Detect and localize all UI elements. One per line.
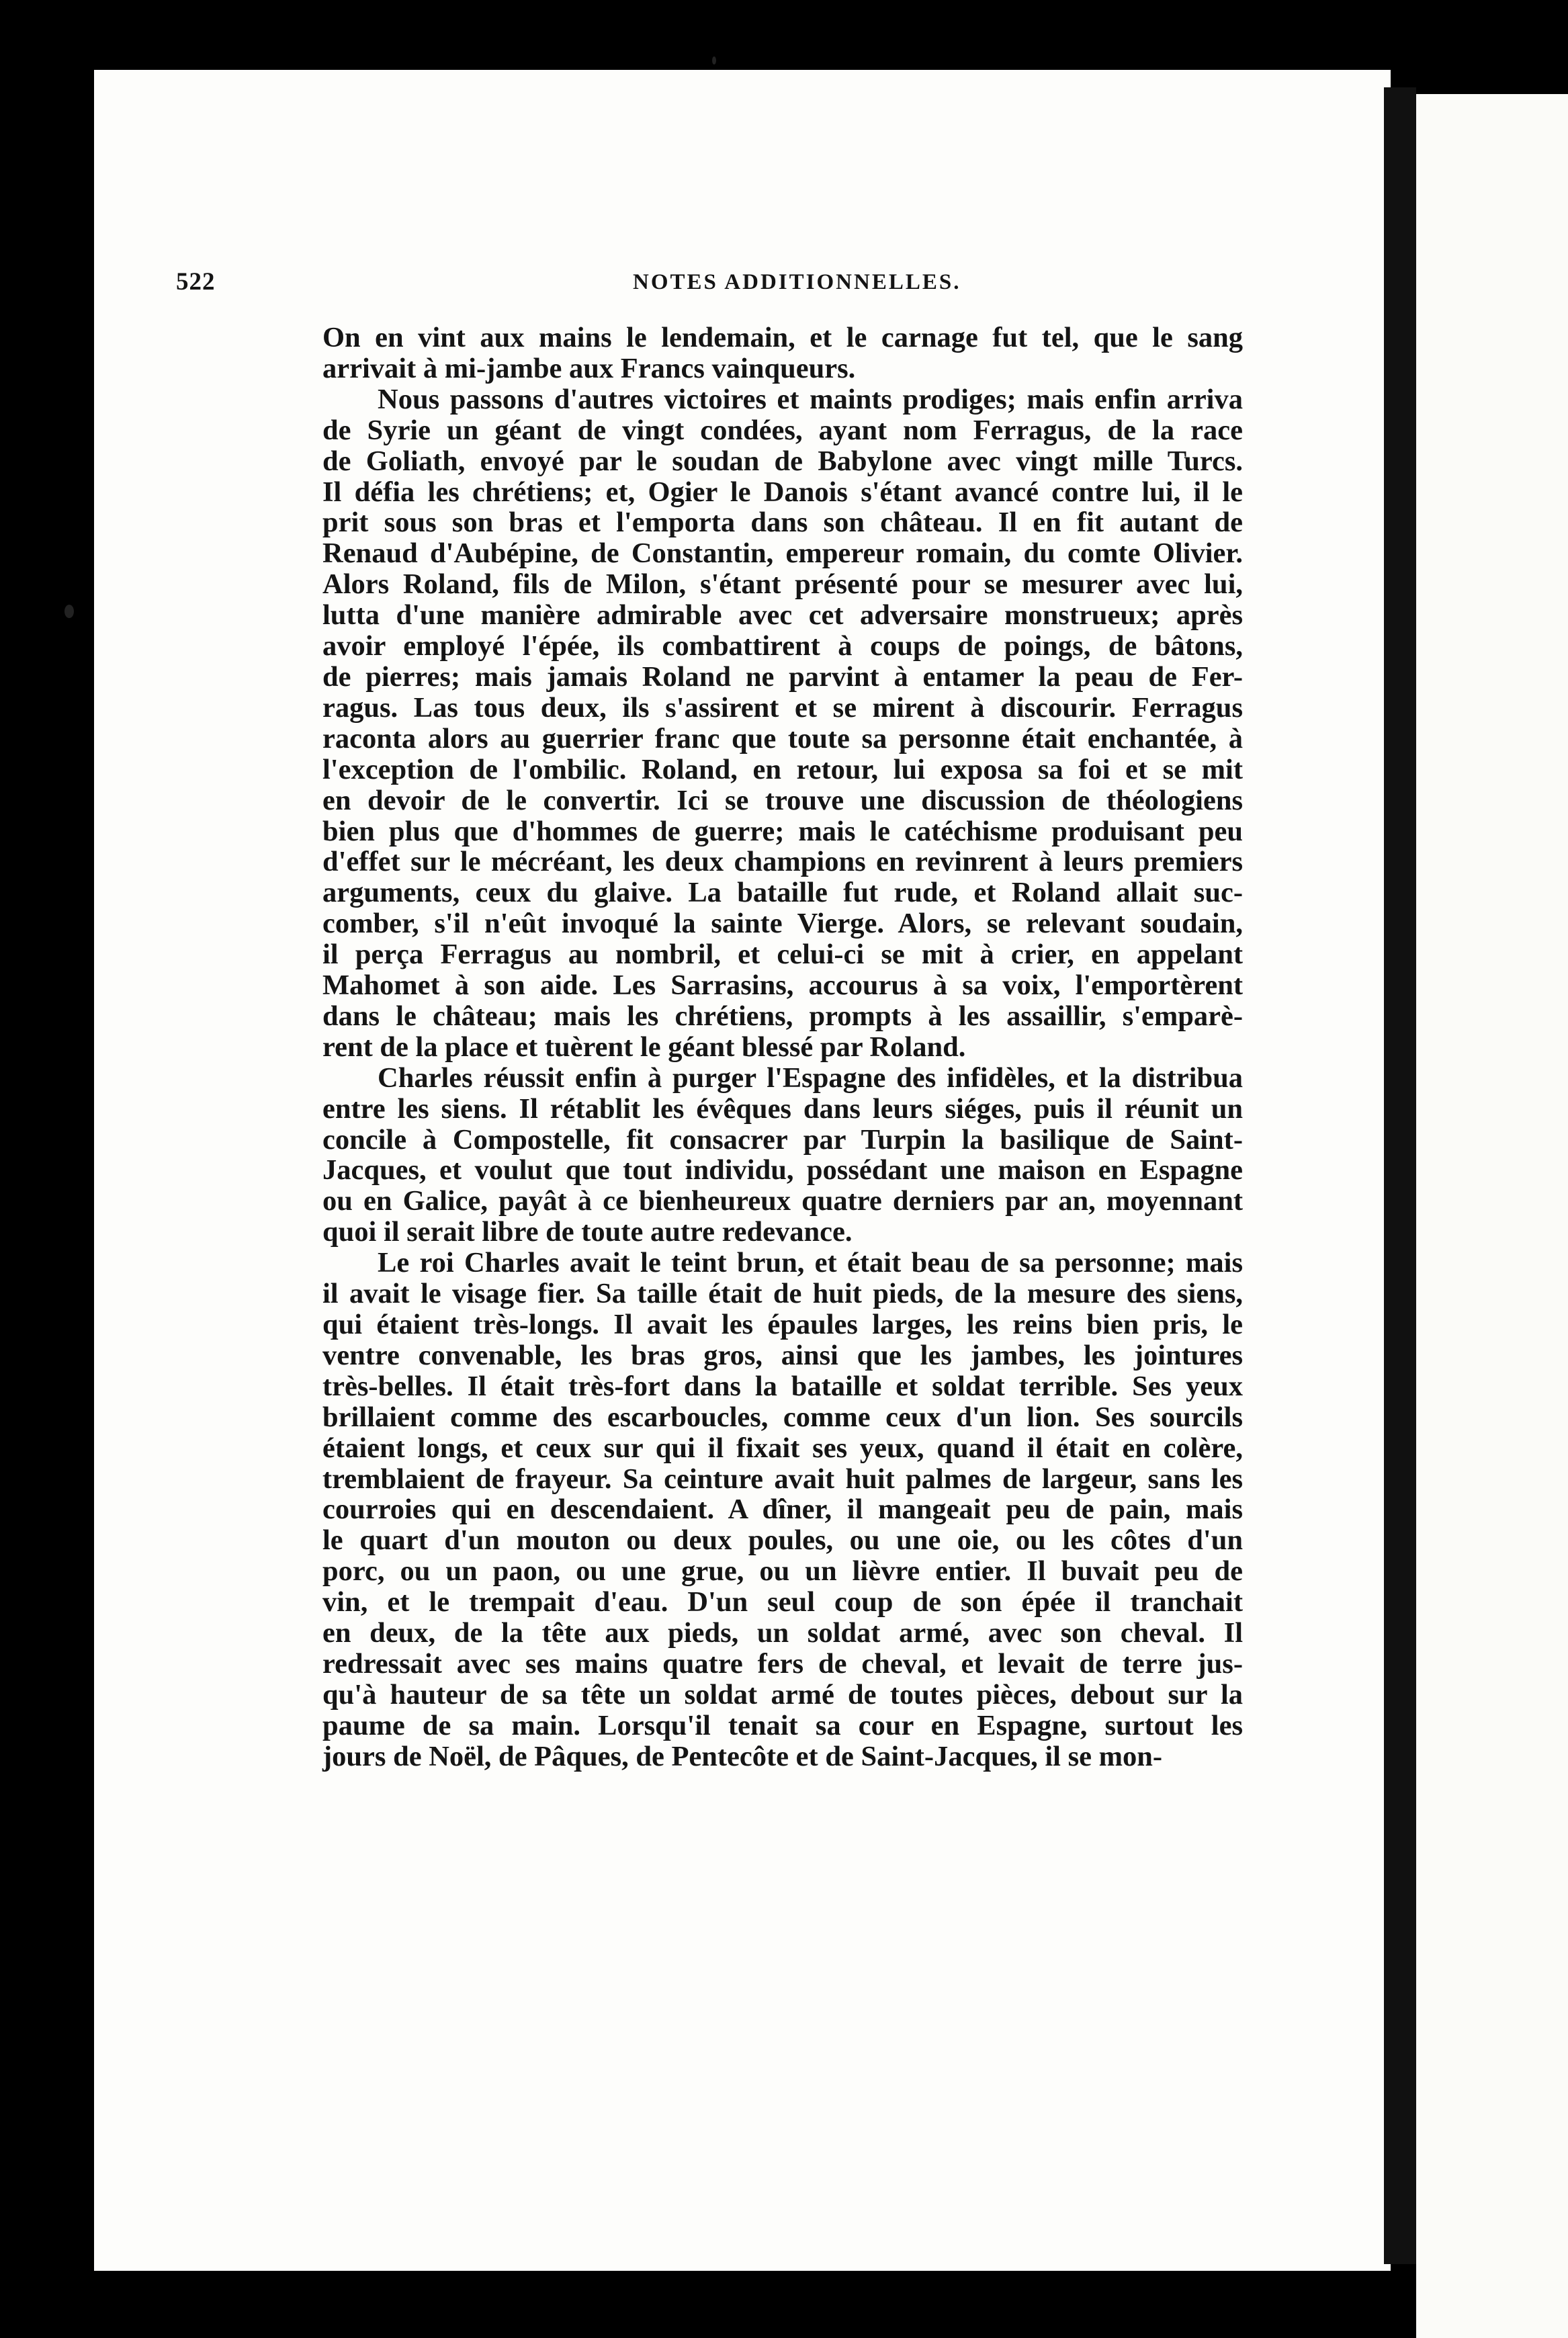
paragraph [322,1248,1243,1772]
text-line: entre les siens. Il rétablit les évêques dans leurs siéges, puis il réunit un [322,1092,1243,1125]
text-line: porc, ou un paon, ou une grue, ou un lièvre entier. Il buvait peu de [322,1555,1243,1588]
text-line: courroies qui en descendaient. A dîner, il mangeait peu de pain, mais [322,1493,1243,1526]
text-line: jours de Noël, de Pâques, de Pentecôte et de Saint-Jacques, il se mon- [322,1740,1163,1772]
text-line: prit sous son bras et l'emporta dans son château. Il en fit autant de [322,507,1243,539]
page-number: 522 [176,268,216,296]
text-line: en deux, de la tête aux pieds, un soldat armé, avec son cheval. Il [322,1617,1243,1649]
scan-speck [712,56,716,64]
text-line: Nous passons d'autres victoires et maints prodiges; mais enfin arriva [378,383,1243,415]
page-gutter-shadow [1384,87,1416,2264]
text-line: qu'à hauteur de sa tête un soldat armé de toutes pièces, debout sur la [322,1678,1243,1711]
text-line: tremblaient de frayeur. Sa ceinture avait huit palmes de largeur, sans les [322,1463,1243,1495]
text-line: Il défia les chrétiens; et, Ogier le Danois s'étant avancé contre lui, il le [322,476,1243,508]
text-line: avoir employé l'épée, ils combattirent à coups de poings, de bâtons, [322,630,1243,662]
body-text [322,322,1243,1772]
text-line: ragus. Las tous deux, ils s'assirent et se mirent à discourir. Ferragus [322,691,1243,724]
running-title: NOTES ADDITIONNELLES. [633,270,961,294]
text-line: Le roi Charles avait le teint brun, et était beau de sa personne; mais [378,1247,1243,1279]
text-line: bien plus que d'hommes de guerre; mais le catéchisme produisant peu [322,815,1243,847]
text-line: vin, et le trempait d'eau. D'un seul coup de son épée il tranchait [322,1586,1243,1618]
text-line: quoi il serait libre de toute autre redevance. [322,1216,853,1248]
text-line: il perça Ferragus au nombril, et celui-ci se mit à crier, en appelant [322,939,1243,971]
text-line: brillaient comme des escarboucles, comme ceux d'un lion. Ses sourcils [322,1401,1243,1433]
text-line: qui étaient très-longs. Il avait les épaules larges, les reins bien pris, le [322,1309,1243,1340]
paragraph [322,384,1243,1063]
text-line: lutta d'une manière admirable avec cet adversaire monstrueux; après [322,599,1243,632]
paragraph [322,322,1243,384]
text-line: raconta alors au guerrier franc que toute sa personne était enchantée, à [322,722,1243,754]
text-line: ou en Galice, payât à ce bienheureux quatre derniers par an, moyennant [322,1185,1243,1217]
text-line: paume de sa main. Lorsqu'il tenait sa cour en Espagne, surtout les [322,1709,1243,1741]
text-line: Charles réussit enfin à purger l'Espagne des infidèles, et la distribua [378,1062,1243,1094]
text-line: l'exception de l'ombilic. Roland, en retour, lui exposa sa foi et se mit [322,753,1243,785]
scan-speck [64,605,74,618]
text-line: de pierres; mais jamais Roland ne parvint à entamer la peau de Fer- [322,660,1243,693]
text-line: étaient longs, et ceux sur qui il fixait ses yeux, quand il était en colère, [322,1432,1243,1464]
facing-page-edge [1416,94,1568,2338]
text-line: comber, s'il n'eût invoqué la sainte Vierge. Alors, se relevant soudain, [322,908,1243,940]
text-line: il avait le visage fier. Sa taille était de huit pieds, de la mesure des siens, [322,1278,1243,1310]
page-header [176,262,1264,305]
paragraph [322,1063,1243,1248]
text-line: Alors Roland, fils de Milon, s'étant présenté pour se mesurer avec lui, [322,568,1243,601]
text-line: en devoir de le convertir. Ici se trouve une discussion de théologiens [322,784,1243,816]
text-line: arrivait à mi-jambe aux Francs vainqueurs. [322,352,856,384]
text-line: très-belles. Il était très-fort dans la bataille et soldat terrible. Ses yeux [322,1370,1243,1402]
text-line: Mahomet à son aide. Les Sarrasins, accourus à sa voix, l'emportèrent [322,969,1243,1002]
text-line: Jacques, et voulut que tout individu, possédant une maison en Espagne [322,1154,1243,1186]
text-line: d'effet sur le mécréant, les deux champions en revinrent à leurs premiers [322,846,1243,878]
text-line: Renaud d'Aubépine, de Constantin, empereur romain, du comte Olivier. [322,537,1243,570]
text-line: On en vint aux mains le lendemain, et le carnage fut tel, que le sang [322,322,1243,353]
text-line: de Syrie un géant de vingt condées, ayant nom Ferragus, de la race [322,414,1243,446]
text-line: concile à Compostelle, fit consacrer par Turpin la basilique de Saint- [322,1123,1243,1156]
text-line: de Goliath, envoyé par le soudan de Babylone avec vingt mille Turcs. [322,445,1243,477]
text-line: redressait avec ses mains quatre fers de cheval, et levait de terre jus- [322,1647,1243,1680]
text-line: arguments, ceux du glaive. La bataille fut rude, et Roland allait suc- [322,877,1243,909]
text-line: dans le château; mais les chrétiens, prompts à les assaillir, s'emparè- [322,1000,1243,1032]
text-line: le quart d'un mouton ou deux poules, ou une oie, ou les côtes d'un [322,1524,1243,1557]
text-line: ventre convenable, les bras gros, ainsi que les jambes, les jointures [322,1339,1243,1371]
text-line: rent de la place et tuèrent le géant blessé par Roland. [322,1031,966,1063]
